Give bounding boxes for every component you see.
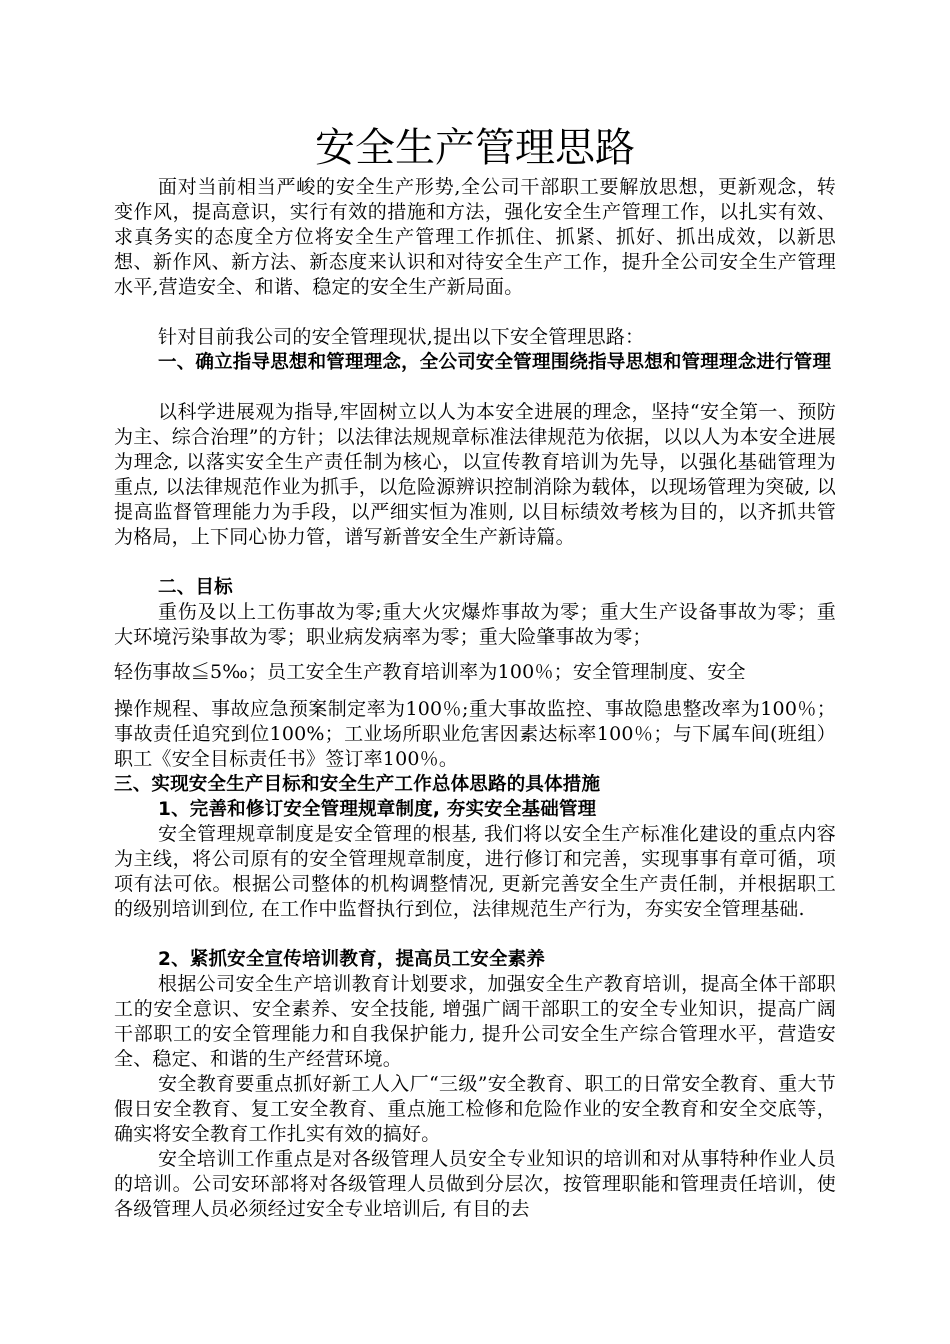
management-training-paragraph: 安全培训工作重点是对各级管理人员安全专业知识的培训和对从事特种作业人员的培训。公司安环部将对各级管理人员做到分层次，按管理职能和管理责任培训，使各级管理人员必须经过安全专业培训后, 有目的去: [114, 1148, 836, 1220]
subsection-heading-2: 2、紧抓安全宣传培训教育，提高员工安全素养: [158, 949, 546, 970]
guiding-paragraph: 以科学进展观为指导,牢固树立以人为本安全进展的理念，坚持“安全第一、预防为主、综合治理”的方针；以法律法规规章标准法律规范为依据，以以人为本安全进展为理念, 以落实安全生产责任制为核心，以宣传教育培训为先导，以强化基础管理为重点, 以法律规范作业为抓手，以危险源辨识控制消除为载体，以现场管理为突破, 以提高监督管理能力为手段，以严细实恒为准则, 以目标绩效考核为目的，以齐抓共管为格局，上下同心协力管，谱写新普安全生产新诗篇。: [114, 401, 836, 548]
section-heading-1: 一、确立指导思想和管理理念，全公司安全管理围绕指导思想和管理理念进行管理: [158, 352, 832, 373]
outline-intro: 针对目前我公司的安全管理现状,提出以下安全管理思路：: [158, 326, 645, 348]
section-heading-2: 二、目标: [158, 577, 233, 598]
rules-paragraph: 安全管理规章制度是安全管理的根基, 我们将以安全生产标准化建设的重点内容为主线，将公司原有的安全管理规章制度，进行修订和完善，实现事事有章可循，项项有法可依。根据公司整体的机构调整情况, 更新完善安全生产责任制，并根据职工的级别培训到位, 在工作中监督执行到位，法律规范生产行为，夯实安全管理基础.: [114, 823, 836, 920]
targets-paragraph-b: 轻伤事故≦5‰；员工安全生产教育培训率为100％；安全管理制度、安全: [114, 661, 746, 683]
intro-paragraph: 面对当前相当严峻的安全生产形势,全公司干部职工要解放思想，更新观念，转变作风，提高意识，实行有效的措施和方法，强化安全生产管理工作，以扎实有效、求真务实的态度全方位将安全生产管理工作抓住、抓紧、抓好、抓出成效，以新思想、新作风、新方法、新态度来认识和对待安全生产工作，提升全公司安全生产管理水平,营造安全、和谐、稳定的安全生产新局面。: [114, 176, 836, 298]
targets-paragraph-c: 操作规程、事故应急预案制定率为100％;重大事故监控、事故隐患整改率为100％；事故责任追究到位100%；工业场所职业危害因素达标率100％；与下属车间(班组）职工《安全目标责任书》签订率100％。: [114, 698, 836, 770]
targets-paragraph-a: 重伤及以上工伤事故为零;重大火灾爆炸事故为零；重大生产设备事故为零；重大环境污染事故为零；职业病发病率为零；重大险肇事故为零；: [114, 601, 836, 648]
training-paragraph: 根据公司安全生产培训教育计划要求，加强安全生产教育培训，提高全体干部职工的安全意识、安全素养、安全技能, 增强广阔干部职工的安全专业知识，提高广阔干部职工的安全管理能力和自我保护能力, 提升公司安全生产综合管理水平，营造安全、稳定、和谐的生产经营环境。: [114, 973, 836, 1070]
subsection-heading-1: 1、完善和修订安全管理规章制度, 夯实安全基础管理: [158, 799, 597, 820]
section-heading-3: 三、实现安全生产目标和安全生产工作总体思路的具体措施: [114, 774, 601, 795]
education-paragraph: 安全教育要重点抓好新工人入厂“三级”安全教育、职工的日常安全教育、重大节假日安全教育、复工安全教育、重点施工检修和危险作业的安全教育和安全交底等，确实将安全教育工作扎实有效的搞好。: [114, 1073, 836, 1145]
page-title: 安全生产管理思路: [315, 125, 635, 171]
